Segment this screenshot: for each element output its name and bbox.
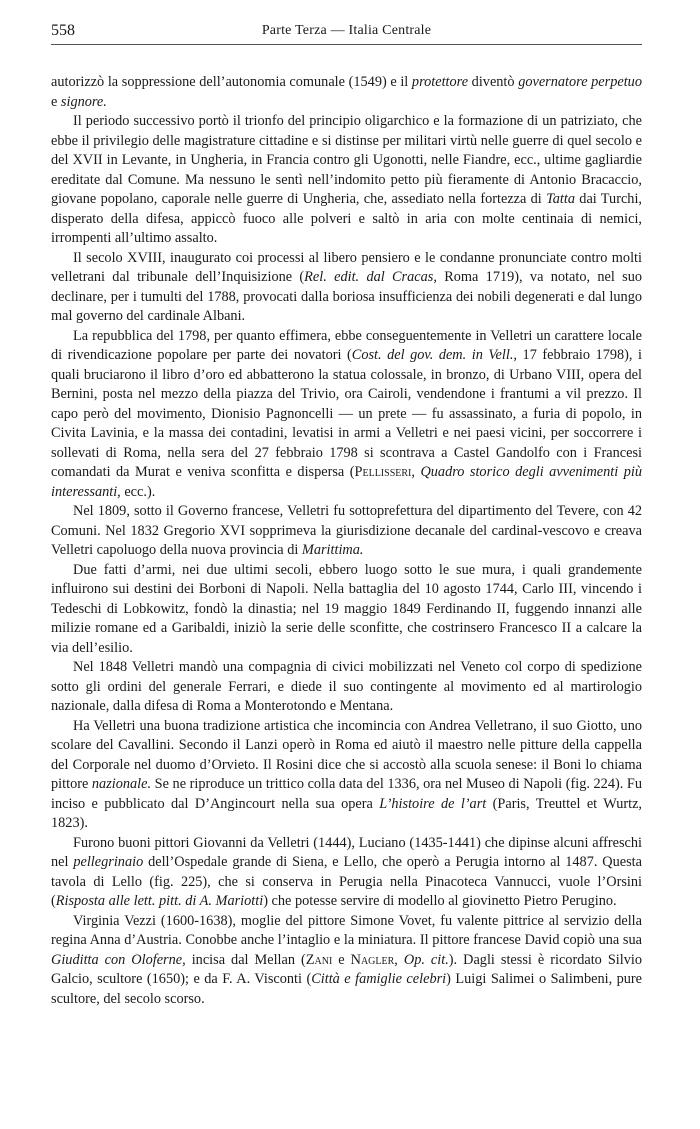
- text-run: diventò: [468, 74, 519, 90]
- paragraph: [51, 834, 642, 912]
- page-number: 558: [51, 22, 75, 39]
- italic-text: signore.: [60, 93, 107, 110]
- text-run: ) che potesse servire di modello al giovinetto Pietro Perugino.: [263, 893, 617, 909]
- smallcaps-text: Zani: [305, 951, 333, 968]
- paragraph: [51, 249, 642, 327]
- text-run: e: [51, 93, 61, 110]
- text-run: Roma 1719), va notato, nel suo declinare, per i tumulti del 1788, provocati dalla boriosa insufficienza dei nobili degenerati e dal lungo mal governo del cardinale Albani.: [51, 269, 643, 324]
- italic-text: Risposta alle lett. pitt. di A. Mariotti: [55, 893, 264, 909]
- paragraph: [51, 112, 642, 249]
- text-run: Nel 1809, sotto il Governo francese, Velletri fu sottoprefettura del dipartimento del Tevere, con 42 Comuni. Nel 1832 Gregorio XVI sopprimeva la giurisdizione decanale del cardinal-vescovo e creava Velletri capoluogo della nuova provincia di: [51, 503, 642, 558]
- paragraph: [51, 502, 642, 561]
- italic-text: governatore perpetuo: [518, 74, 642, 90]
- italic-text: Marittima.: [301, 542, 364, 558]
- text-run: ). Dagli stessi è ricordato Silvio Galcio, scultore (1650); e da F. A. Visconti (: [51, 951, 642, 987]
- text-run: ecc.).: [120, 483, 156, 500]
- text-run: dai Turchi, disperato della difesa, appiccò fuoco alle polveri e saltò in aria con molte centinaia di nemici, irrompenti all’ultimo assalto.: [51, 191, 642, 246]
- page-header: [51, 22, 642, 45]
- text-run: Virginia Vezzi (1600-1638), moglie del pittore Simone Vovet, fu valente pittrice al servizio della regina Anna d’Austria. Conobbe anche l’intaglio e la miniatura. Il pittore francese David copiò una sua: [51, 912, 642, 948]
- italic-text: Città e famiglie celebri: [311, 971, 447, 987]
- italic-text: pellegrinaio: [73, 854, 144, 870]
- text-run: Ha Velletri una buona tradizione artistica che incomincia con Andrea Velletrano, il suo Giotto, uno scolare del Cavallini. Secondo il Lanzi operò in Roma ed aiutò il maestro nelle pitture della cappella del Corporale nel duomo d’Orvieto. Il Rosini dice che si accostò alla scuola senese: il Boni lo chiama pittore: [51, 717, 642, 792]
- paragraph: [51, 327, 642, 503]
- text-run: Due fatti d’armi, nei due ultimi secoli, ebbero luogo sotto le sue mura, i quali grandemente influirono sui destini dei Borboni di Napoli. Nella battaglia del 10 agosto 1744, Carlo III, vincendo i Tedeschi di Lobkowitz, fondò la dinastia; nel 19 maggio 1849 Ferdinando II, fuggendo innanzi alle milizie romane ed a Garibaldi, iniziò la serie delle sconfitte, che costrinsero Francesco II a calcare la via dell’esilio.: [51, 561, 642, 656]
- text-run: Nel 1848 Velletri mandò una compagnia di civici mobilizzati nel Veneto col corpo di spedizione sotto gli ordini del generale Ferrari, e diede il suo contingente al movimento ed al martirologio nazionale, dalla difesa di Roma a Monterotondo e Mentana.: [51, 659, 642, 714]
- paragraph: [51, 561, 642, 659]
- smallcaps-text: Nagler,: [350, 951, 398, 968]
- paragraph: [51, 717, 642, 834]
- italic-text: L’histoire de l’art: [379, 795, 487, 812]
- smallcaps-text: Pellisseri,: [354, 464, 415, 480]
- text-run: (Paris, Treuttel et Wurtz, 1823).: [51, 795, 643, 831]
- text-run: dell’Ospedale grande di Siena, e Lello, che operò a Perugia intorno al 1487. Questa tavola di Lello (fig. 225), che si conserva in Perugia nella Pinacoteca Vannucci, vuole l’Orsini (: [51, 854, 642, 909]
- italic-text: protettore: [411, 74, 469, 90]
- text-run: incisa dal Mellan (: [185, 951, 306, 968]
- running-title: Parte Terza — Italia Centrale: [261, 23, 432, 38]
- text-run: ) Luigi Salimei o Salimbeni, pure scultore, del secolo scorso.: [51, 971, 643, 1007]
- text-run: La repubblica del 1798, per quanto effimera, ebbe conseguentemente in Velletri un carattere locale di rivendicazione popolare per parte dei novatori (: [51, 327, 642, 363]
- italic-text: Op. cit.: [403, 951, 449, 968]
- text-run: 17 febbraio 1798), i quali bruciarono il libro d’oro ed abbatterono la statua colossale, in bronzo, di Urbano VIII, opera del Bernini, posta nel mezzo della piazza del Trivio, ora Cairoli, vendendone i frantumi a vil prezzo. Il capo però del movimento, Dionisio Pagnoncelli — un prete — fu assassinato, a furia di popolo, in Civita Lavinia, e la massa dei contadini, levatisi in armi a Velletri e nei paesi vicini, per soccorrere i sollevati di Roma, nella sera del 27 febbraio 1798 si scontrava a Castel Gandolfo con i Francesi comandati da Murat e veniva sconfitta e dispersa (: [51, 347, 642, 480]
- paragraph: [51, 658, 642, 717]
- body-text: [51, 73, 642, 1009]
- italic-text: nazionale.: [91, 776, 152, 792]
- paragraph: [51, 73, 642, 112]
- italic-text: Quadro storico degli avvenimenti più interessanti,: [51, 464, 642, 500]
- text-run: e: [332, 951, 351, 968]
- text-run: Se ne riproduce un trittico colla data del 1336, ora nel Museo di Napoli (fig. 224). Fu inciso e pubblicato dal D’Angincourt nella sua opera: [51, 776, 642, 812]
- text-run: Furono buoni pittori Giovanni da Velletri (1444), Luciano (1435-1441) che dipinse alcuni affreschi nel: [51, 834, 642, 870]
- text-run: Il periodo successivo portò il trionfo del principio oligarchico e la formazione di un patriziato, che ebbe il privilegio delle magistrature cittadine e si distinse per militari virtù nelle guerre di quel secolo e del XVII in Levante, in Ungheria, in Francia contro gli Ugonotti, nelle Fiandre, ecc., ultime gagliardie ereditate dal Comune. Ma nessuno le sentì nell’indomito petto più fieramente di Antonio Bracaccio, giovane popolano, caporale nelle guerre di Ungheria, che, assediato nella fortezza di: [51, 113, 642, 207]
- italic-text: Cost. del gov. dem. in Vell.,: [351, 347, 517, 363]
- paragraph: [51, 912, 642, 1010]
- italic-text: Tatta: [546, 191, 575, 207]
- italic-text: Rel. edit. dal Cracas,: [304, 269, 437, 285]
- text-run: autorizzò la soppressione dell’autonomia comunale (1549) e il: [51, 74, 412, 90]
- italic-text: Giuditta con Oloferne,: [51, 951, 186, 968]
- text-run: Il secolo XVIII, inaugurato coi processi al libero pensiero e le condanne pronunciate contro molti velletrani dal tribunale dell’Inquisizione (: [51, 249, 642, 285]
